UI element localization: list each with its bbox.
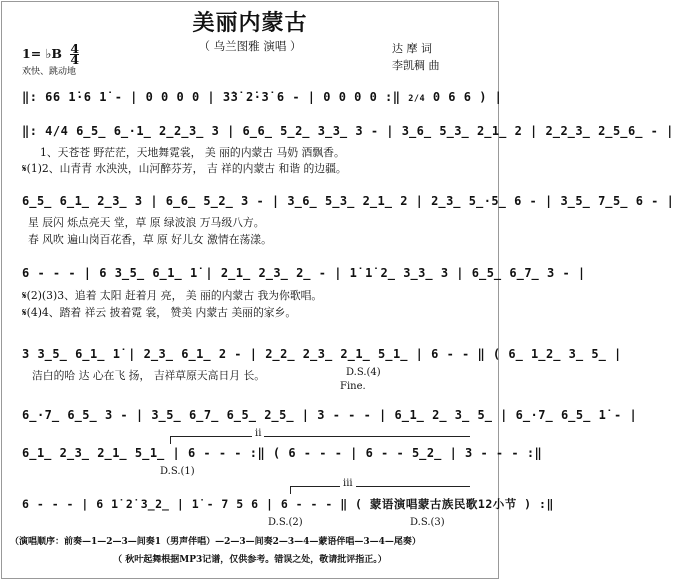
intro-timesig: 2/4 [408,94,426,104]
time-sig-den: 4 [70,52,80,67]
ds-2-mark: D.S.(2) [268,517,303,528]
order-text: 前奏—1—2—3—间奏1（男声伴唱）—2—3—间奏2—3—4—蒙语伴唱—3—4—尾奏） [64,537,421,547]
volta-ii-label: ii [252,428,264,439]
ds-3-mark: D.S.(3) [410,517,445,528]
intro-pickup: 0 6 6 ) | [432,90,503,104]
score-row-2: 6̲5̲ 6̲1̲ 2̲3̲ 3 | 6̲6̲ 5̲2̲ 3 - | 3̲6̲ 5̲3̲ 2̲1̲ 2 | 2̲3̲ 5̲·5̲ 6 - | 3̲5̲ 7̲5̲ 6 - | [22,194,674,208]
intro-line: ‖: 66 1̇·6 1̇ - | 0 0 0 0 | 3̇3̇ 2̇·3̇ 6 - | 0 0 0 0 :‖ [22,90,401,104]
lyric-row-3b: 𝄋(4)4、踏着 祥云 披着霓 裳， 赞美 内蒙古 美丽的家乡。 [22,306,297,319]
volta-iii-label: iii [340,478,356,489]
score-row-3: 6 - - - | 6 3̲5̲ 6̲1̲ 1̇ | 2̲1̲ 2̲3̲ 2̲ - | 1̇ 1̇ 2̲ 3̲3̲ 3 | 6̲5̲ 6̲7̲ 3 - | [22,266,586,280]
ds-1-mark: D.S.(1) [160,466,195,477]
performance-order [10,534,421,547]
volta-ii-line [170,436,470,437]
lyric-row-2b: 春 风吹 遍山岗百花香，草 原 好儿女 激情在荡漾。 [28,233,272,246]
time-sig-num: 4 [70,41,80,56]
volta-iii-bracket [290,486,291,494]
lyricist-credit: 达 摩 词 [392,42,432,55]
tempo-marking: 欢快、跳动地 [22,67,77,77]
key-text: 1= ♭B [22,46,62,61]
score-row-4: 3 3̲5̲ 6̲1̲ 1̇ | 2̲3̲ 6̲1̲ 2 - | 2̲2̲ 2̲3̲ 2̲1̲ 5̲1̲ | 6 - - ‖ ( 6̲ 1̲2̲ 3̲ 5̲ | [22,347,622,361]
score-row-6: 6̲1̲ 2̲3̲ 2̲1̲ 5̲1̲ | 6 - - - :‖ ( 6 - - - | 6 - - 5̲2̲ | 3 - - - :‖ [22,446,543,460]
lyric-row-4: 洁白的哈 达 心在飞 扬， 吉祥草原天高日月 长。 [32,369,266,382]
lyric-row-3a: 𝄋(2)(3)3、追着 太阳 赶着月 亮， 美 丽的内蒙古 我为你歌唱。 [22,289,323,302]
composer-credit: 李凯稠 曲 [392,59,440,72]
transcriber-note: （ 秋叶起舞根据MP3记谱，仅供参考。错误之处，敬请批评指正。） [113,555,387,565]
volta-ii-bracket [170,436,171,444]
score-row-5: 6̲·7̲ 6̲5̲ 3 - | 3̲5̲ 6̲7̲ 6̲5̲ 2̲5̲ | 3 - - - | 6̲1̲ 2̲ 3̲ 5̲ | 6̲·7̲ 6̲5̲ 1̇ - | [22,408,638,422]
fine-mark: Fine. [340,381,366,392]
song-subtitle: （ 乌兰图雅 演唱 ） [198,39,302,53]
volta-iii-line [290,486,470,487]
song-title: 美丽内蒙古 [192,10,308,36]
lyric-row-1a: 1、天苍苍 野茫茫，天地舞霓裳， 美 丽的内蒙古 马奶 酒飘香。 [40,146,345,159]
score-row-7: 6 - - - | 6 1̇ 2̇ 3̲2̲ | 1̇ - 7 5 6 | 6 - - - ‖ ( 蒙语演唱蒙古族民歌12小节 ) :‖ [22,497,554,511]
lyric-row-2a: 星 辰闪 烁点亮天 堂，草 原 绿波浪 万马级八方。 [28,216,265,229]
ds-4-mark: D.S.(4) [346,367,381,378]
time-signature [70,41,80,67]
key-signature [22,41,80,67]
lyric-row-1b: 𝄋(1)2、山青青 水泱泱，山河醉芬芳， 吉 祥的内蒙古 和谐 的边疆。 [22,162,347,175]
intro-notes [22,90,502,104]
score-row-1: ‖: 4/4 6̲5̲ 6̲·1̲ 2̲2̲3̲ 3 | 6̲6̲ 5̲2̲ 3̲3̲ 3 - | 3̲6̲ 5̲3̲ 2̲1̲ 2 | 2̲2̲3̲ 2̲5̲6̲ - | [22,124,674,138]
order-label: （演唱顺序： [10,537,65,547]
